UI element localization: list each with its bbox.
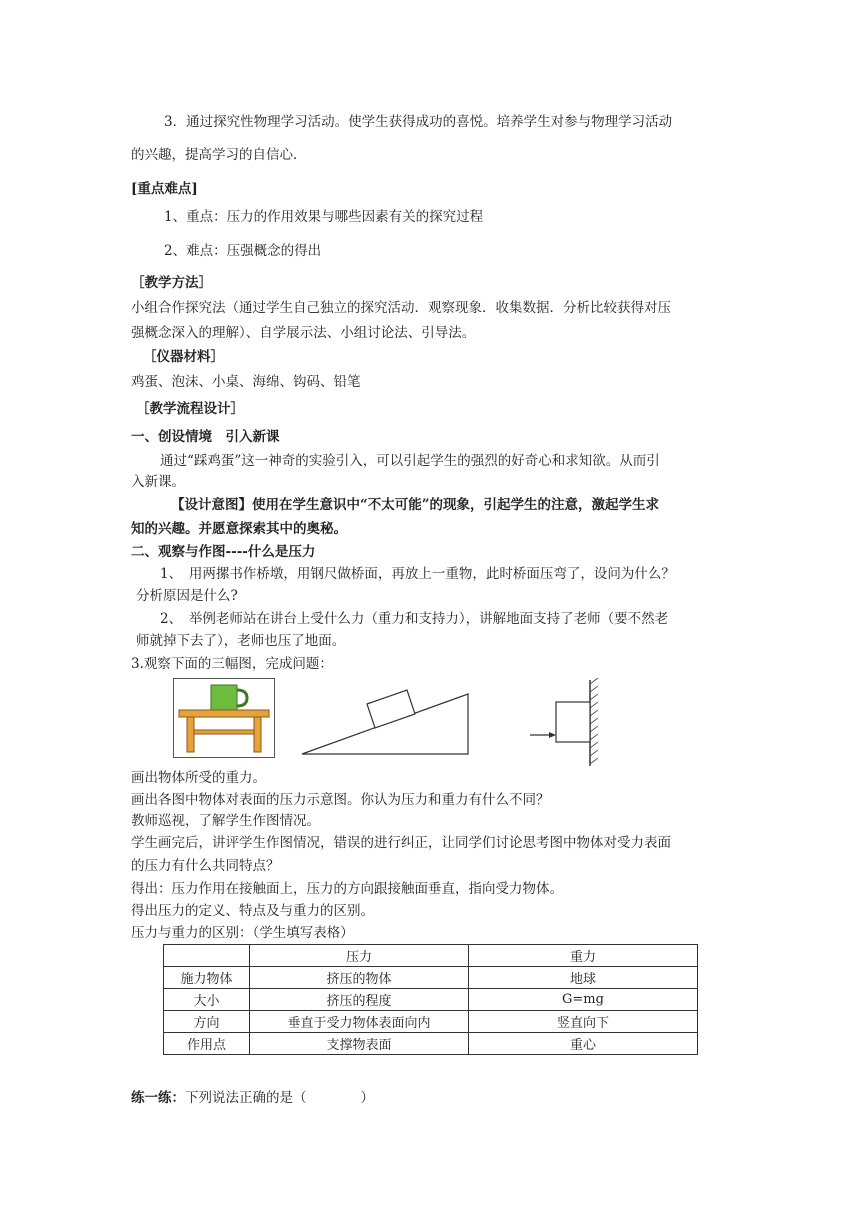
practice-label: 练一练： [131,1090,185,1106]
key-point-2: 2、难点：压强概念的得出 [164,243,322,259]
table-row [164,1033,698,1055]
section2-item2-line1: 2、 举例老师站在讲台上受什么力（重力和支持力），讲解地面支持了老师（要不然老 [160,611,669,627]
materials-heading: ［仪器材料］ [143,349,224,365]
table-row [164,1011,698,1033]
table-cell: 挤压的程度 [250,989,469,1011]
after-line-6: 得出：压力作用在接触面上，压力的方向跟接触面垂直，指向受力物体。 [131,881,563,897]
after-line-1: 画出物体所受的重力。 [131,770,266,786]
table-header-cell: 重力 [469,945,698,967]
section1-title: 一、创设情境 引入新课 [131,429,280,445]
table-cell: 方向 [164,1011,250,1033]
table-header-cell [164,945,250,967]
design-intent-line2: 知的兴趣。并愿意探索其中的奥秘。 [131,521,347,537]
key-points-heading: [重点难点] [131,181,198,197]
after-line-3: 教师巡视，了解学生作图情况。 [131,813,320,829]
block-against-wall-icon [528,678,602,768]
section1-line1: 通过“踩鸡蛋”这一神奇的实验引入，可以引起学生的强烈的好奇心和求知欲。从而引 [160,453,660,469]
block-on-incline-icon [300,682,470,756]
table-with-cup-icon [173,678,275,758]
after-line-5: 的压力有什么共同特点？ [131,858,280,874]
practice-text: 下列说法正确的是（ ） [185,1090,374,1106]
pressure-vs-gravity-table [163,944,698,1055]
design-intent-line1: 【设计意图】使用在学生意识中“不太可能”的现象，引起学生的注意，激起学生求 [171,497,660,513]
methods-line1: 小组合作探究法（通过学生自己独立的探究活动．观察现象．收集数据．分析比较获得对压 [131,300,671,316]
table-cell: 施力物体 [164,967,250,989]
table-cell: 地球 [469,967,698,989]
section2-item2-line2: 师就掉下去了），老师也压了地面。 [136,633,346,649]
methods-line2: 强概念深入的理解）、自学展示法、小组讨论法、引导法。 [131,325,476,341]
table-cell: 竖直向下 [469,1011,698,1033]
table-cell: 支撑物表面 [250,1033,469,1055]
table-row [164,989,698,1011]
table-cell: 大小 [164,989,250,1011]
table-cell: G=mg [469,989,698,1011]
flow-heading: ［教学流程设计］ [136,401,244,417]
section2-item1-line2: 分析原因是什么? [136,588,238,604]
table-header-cell: 压力 [250,945,469,967]
table-cell: 垂直于受力物体表面向内 [250,1011,469,1033]
section1-line2: 入新课。 [131,474,185,490]
table-header-row [164,945,698,967]
after-line-4: 学生画完后，讲评学生作图情况，错误的进行纠正，让同学们讨论思考图中物体对受力表面 [131,835,671,851]
after-line-8: 压力与重力的区别：（学生填写表格） [131,925,354,941]
after-line-7: 得出压力的定义、特点及与重力的区别。 [131,903,374,919]
table-row [164,967,698,989]
table-cell: 挤压的物体 [250,967,469,989]
key-point-1: 1、重点：压力的作用效果与哪些因素有关的探究过程 [164,209,484,225]
section2-item1-line1: 1、 用两摞书作桥墩，用钢尺做桥面，再放上一重物，此时桥面压弯了，设问为什么？ [160,566,675,582]
materials-text: 鸡蛋、泡沫、小桌、海绵、钩码、铅笔 [131,374,361,390]
goal-item-3-line1: 3．通过探究性物理学习活动。使学生获得成功的喜悦。培养学生对参与物理学习活动 [164,114,673,130]
goal-item-3-line2: 的兴趣，提高学习的自信心． [131,147,307,163]
section2-item3: 3.观察下面的三幅图，完成问题： [131,656,333,672]
methods-heading: ［教学方法］ [131,275,212,291]
table-cell: 重心 [469,1033,698,1055]
practice-line [131,1089,374,1107]
table-cell: 作用点 [164,1033,250,1055]
section2-title: 二、观察与作图----什么是压力 [131,544,316,560]
after-line-2: 画出各图中物体对表面的压力示意图。你认为压力和重力有什么不同？ [131,792,550,808]
